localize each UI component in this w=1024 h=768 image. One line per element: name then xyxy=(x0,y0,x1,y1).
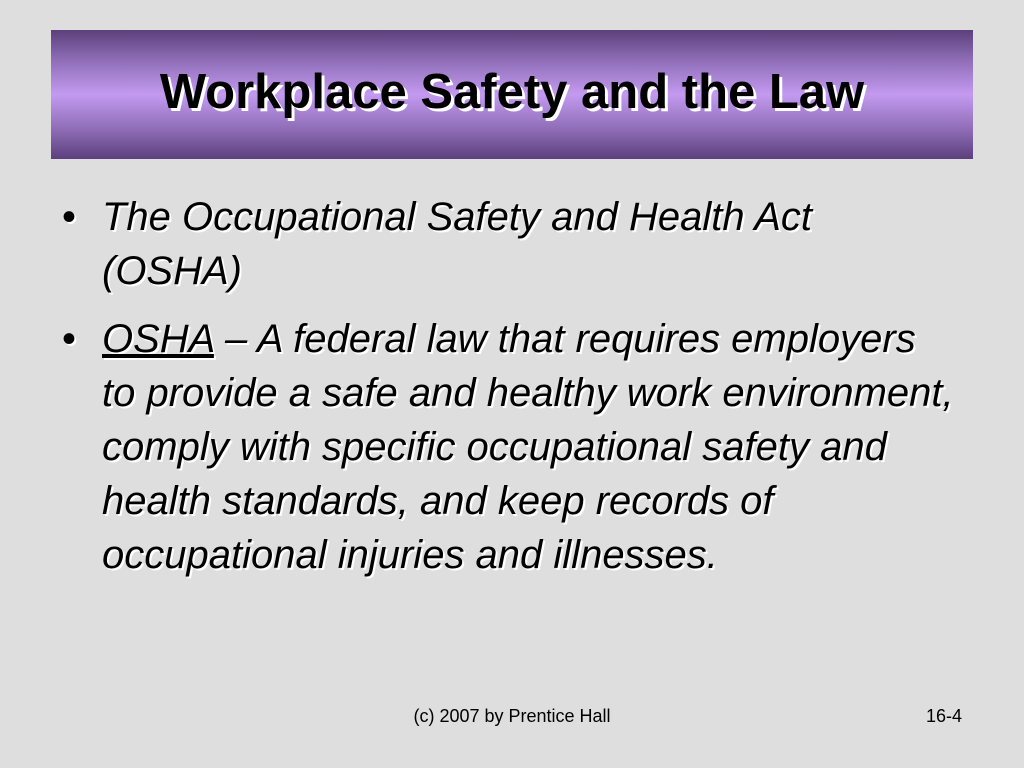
bullet-marker: • xyxy=(62,195,77,239)
bullet-text: The Occupational Safety and Health Act (OSHA) xyxy=(102,195,813,293)
bullet-item-osha-definition xyxy=(60,312,960,582)
bullet-item-osha-act xyxy=(60,190,960,298)
bullet-list xyxy=(60,190,960,596)
bullet-text: – A federal law that requires employers to provide a safe and healthy work environment, comply with specific occupational safety and health standards, and keep records of occupational injuries and illnesses. xyxy=(102,317,954,577)
bullet-marker: • xyxy=(62,317,77,361)
title-banner xyxy=(51,30,973,159)
footer-copyright: (c) 2007 by Prentice Hall xyxy=(413,706,611,726)
slide-title: Workplace Safety and the Law xyxy=(159,64,865,119)
defined-term: OSHA xyxy=(102,317,214,361)
footer-page-number: 16-4 xyxy=(925,706,962,726)
